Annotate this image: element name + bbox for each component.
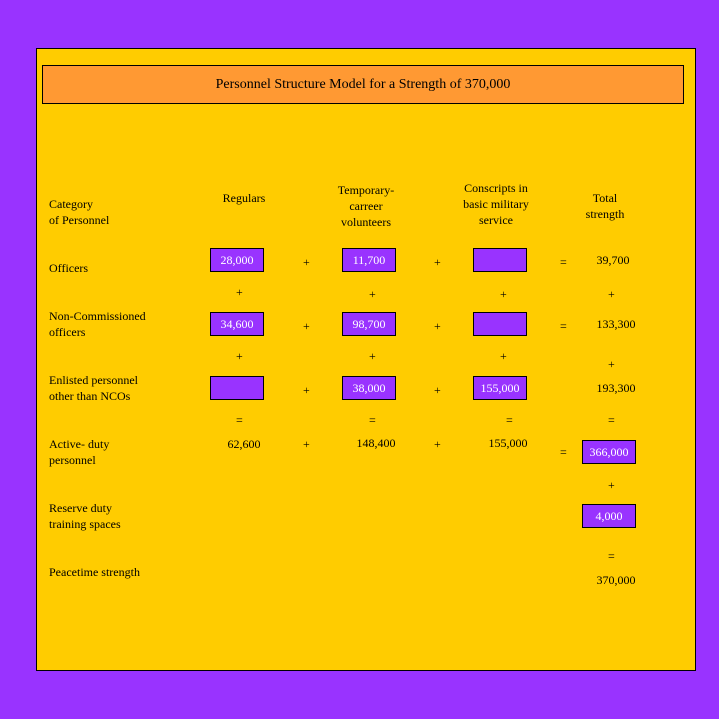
plus-sign: + [500, 287, 507, 301]
equals-sign: = [236, 413, 243, 427]
plus-sign: + [236, 349, 243, 363]
ncos-conscripts-box [473, 312, 527, 336]
plus-sign: + [434, 437, 441, 451]
plus-sign: + [500, 349, 507, 363]
officers-temporary-box: 11,700 [342, 248, 396, 272]
equals-sign: = [506, 413, 513, 427]
peacetime-total: 370,000 [596, 573, 636, 587]
header-regulars: Regulars [222, 191, 266, 205]
plus-sign: + [608, 287, 615, 301]
equals-sign: = [608, 549, 615, 563]
ncos-regulars-box: 34,600 [210, 312, 264, 336]
ncos-total: 133,300 [596, 317, 636, 331]
reserve-total-box: 4,000 [582, 504, 636, 528]
page-title: Personnel Structure Model for a Strength of 370,000 [215, 76, 511, 92]
header-temporary: Temporary- carreer volunteers [337, 183, 395, 229]
header-total: Total strength [585, 191, 625, 221]
header-conscripts: Conscripts in basic military service [463, 181, 529, 227]
plus-sign: + [608, 357, 615, 371]
equals-sign: = [560, 255, 567, 269]
plus-sign: + [303, 437, 310, 451]
equals-sign: = [369, 413, 376, 427]
row-label-officers: Officers [49, 261, 89, 275]
plus-sign: + [236, 285, 243, 299]
plus-sign: + [303, 255, 310, 269]
plus-sign: + [303, 319, 310, 333]
plus-sign: + [608, 478, 615, 492]
row-label-active: Active- duty personnel [49, 437, 110, 467]
row-label-reserve: Reserve duty training spaces [49, 501, 121, 531]
plus-sign: + [303, 383, 310, 397]
plus-sign: + [369, 287, 376, 301]
plus-sign: + [434, 319, 441, 333]
equals-sign: = [608, 413, 615, 427]
title-banner [42, 65, 684, 104]
ncos-temporary-box: 98,700 [342, 312, 396, 336]
header-category: Category of Personnel [49, 197, 110, 227]
plus-sign: + [434, 383, 441, 397]
active-conscripts: 155,000 [488, 436, 528, 450]
equals-sign: = [560, 445, 567, 459]
plus-sign: + [369, 349, 376, 363]
plus-sign: + [434, 255, 441, 269]
officers-total: 39,700 [596, 253, 630, 267]
equals-sign: = [560, 319, 567, 333]
active-temporary: 148,400 [356, 436, 396, 450]
row-label-ncos: Non-Commissioned officers [49, 309, 146, 339]
row-label-enlisted: Enlisted personnel other than NCOs [49, 373, 138, 403]
officers-conscripts-box [473, 248, 527, 272]
enlisted-conscripts-box: 155,000 [473, 376, 527, 400]
row-label-peacetime: Peacetime strength [49, 565, 140, 579]
active-total-box: 366,000 [582, 440, 636, 464]
officers-regulars-box: 28,000 [210, 248, 264, 272]
active-regulars: 62,600 [227, 437, 261, 451]
enlisted-temporary-box: 38,000 [342, 376, 396, 400]
enlisted-regulars-box [210, 376, 264, 400]
enlisted-total: 193,300 [596, 381, 636, 395]
